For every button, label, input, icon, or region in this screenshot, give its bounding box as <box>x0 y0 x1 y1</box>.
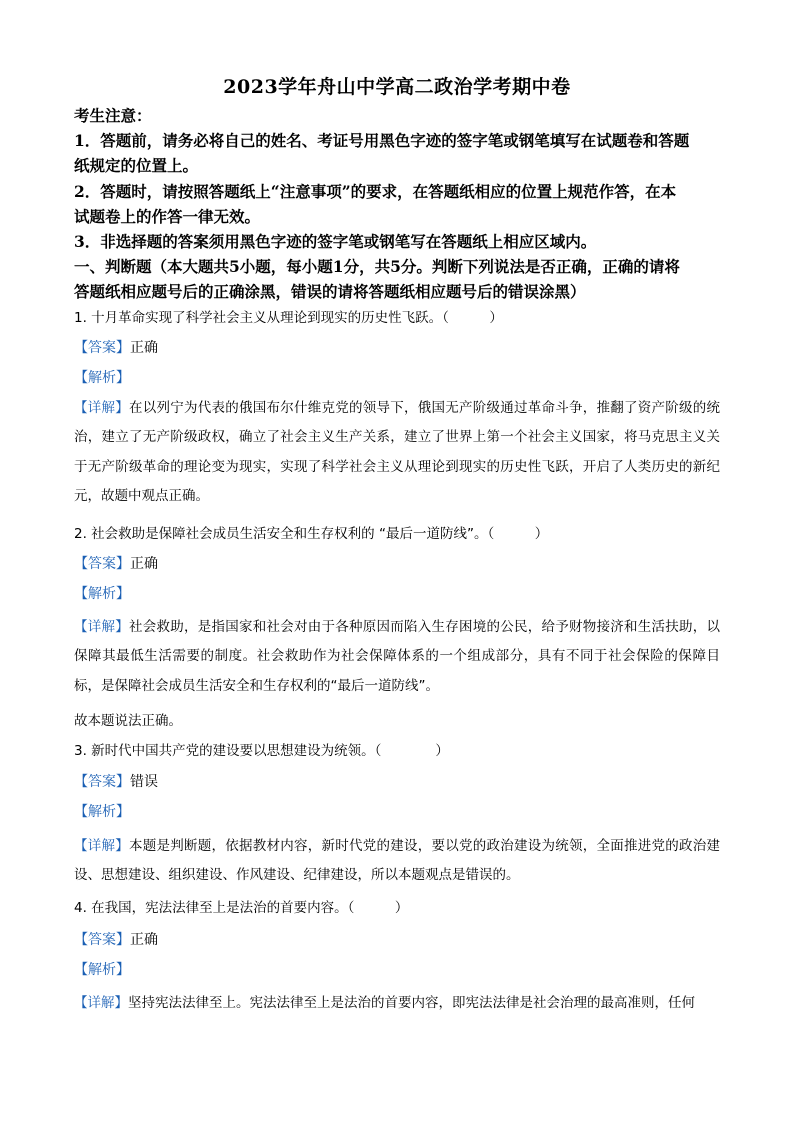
question-1-answer <box>74 338 720 358</box>
answer-value: 正确 <box>130 340 158 356</box>
question-2-answer <box>74 554 720 574</box>
detail-text: 社会救助，是指国家和社会对由于各种原因而陷入生存困境的公民，给予财物接济和生活扶助，以保障其最低生活需要的制度。社会救助作为社会保障体系的一个组成部分，具有不同于社会保险的保障目标，是保障社会成员生活安全和生存权利的“最后一道防线”。 <box>74 619 720 694</box>
notice-heading: 考生注意： <box>74 106 152 125</box>
analysis-label: 【解析】 <box>74 586 130 602</box>
section-heading-line-2: 答题纸相应题号后的正确涂黑，错误的请将答题纸相应题号后的错误涂黑） <box>74 282 586 301</box>
analysis-label: 【解析】 <box>74 962 130 978</box>
notice-line-2b: 试题卷上的作答一律无效。 <box>74 207 261 226</box>
question-2-stem: 2. 社会救助是保障社会成员生活安全和生存权利的 “最后一道防线”。（ ） <box>74 526 549 542</box>
detail-label: 【详解】 <box>74 619 129 635</box>
detail-text: 在以列宁为代表的俄国布尔什维克党的领导下，俄国无产阶级通过革命斗争，推翻了资产阶级的统治，建立了无产阶级政权，确立了社会主义生产关系，建立了世界上第一个社会主义国家，将马克思主义关于无产阶级革命的理论变为现实，实现了科学社会主义从理论到现实的历史性飞跃，开启了人类历史的新纪元，故题中观点正确。 <box>74 400 720 504</box>
question-4-analysis <box>74 960 720 980</box>
analysis-label: 【解析】 <box>74 804 130 820</box>
answer-label: 【答案】 <box>74 932 130 948</box>
notice-line-3: 3．非选择题的答案须用黑色字迹的签字笔或钢笔写在答题纸上相应区域内。 <box>74 232 597 251</box>
answer-value: 正确 <box>130 932 158 948</box>
analysis-label: 【解析】 <box>74 370 130 386</box>
section-heading-line-1: 一、判断题（本大题共5小题，每小题1分，共5分。判断下列说法是否正确，正确的请将 <box>74 257 680 276</box>
question-2-conclusion: 故本题说法正确。 <box>74 713 182 729</box>
question-2-detail <box>74 613 720 702</box>
detail-label: 【详解】 <box>74 400 129 416</box>
notice-line-2a: 2．答题时，请按照答题纸上“注意事项”的要求，在答题纸相应的位置上规范作答，在本 <box>74 182 677 201</box>
question-1-detail <box>74 394 720 512</box>
answer-label: 【答案】 <box>74 556 130 572</box>
answer-value: 正确 <box>130 556 158 572</box>
detail-label: 【详解】 <box>74 838 129 854</box>
detail-text: 本题是判断题，依据教材内容，新时代党的建设，要以党的政治建设为统领，全面推进党的政治建设、思想建设、组织建设、作风建设、纪律建设，所以本题观点是错误的。 <box>74 838 720 884</box>
detail-label: 【详解】 <box>74 995 128 1011</box>
question-4-answer <box>74 930 720 950</box>
question-3-answer <box>74 772 720 792</box>
answer-label: 【答案】 <box>74 340 130 356</box>
answer-label: 【答案】 <box>74 774 130 790</box>
question-1-analysis <box>74 368 720 388</box>
detail-text: 坚持宪法法律至上。宪法法律至上是法治的首要内容，即宪法法律是社会治理的最高准则，任何 <box>128 995 695 1011</box>
answer-value: 错误 <box>130 774 158 790</box>
question-3-analysis <box>74 802 720 822</box>
page-title: 2023学年舟山中学高二政治学考期中卷 <box>223 76 571 98</box>
question-4-detail <box>74 989 720 1018</box>
notice-line-1a: 1．答题前，请务必将自己的姓名、考证号用黑色字迹的签字笔或钢笔填写在试题卷和答题 <box>74 131 690 150</box>
question-3-stem: 3. 新时代中国共产党的建设要以思想建设为统领。（ ） <box>74 743 449 759</box>
question-3-detail <box>74 832 720 892</box>
notice-line-1b: 纸规定的位置上。 <box>74 156 199 175</box>
question-2-analysis <box>74 584 720 604</box>
question-4-stem: 4. 在我国，宪法法律至上是法治的首要内容。（ ） <box>74 900 409 916</box>
question-1-stem: 1. 十月革命实现了科学社会主义从理论到现实的历史性飞跃。（ ） <box>74 310 503 326</box>
